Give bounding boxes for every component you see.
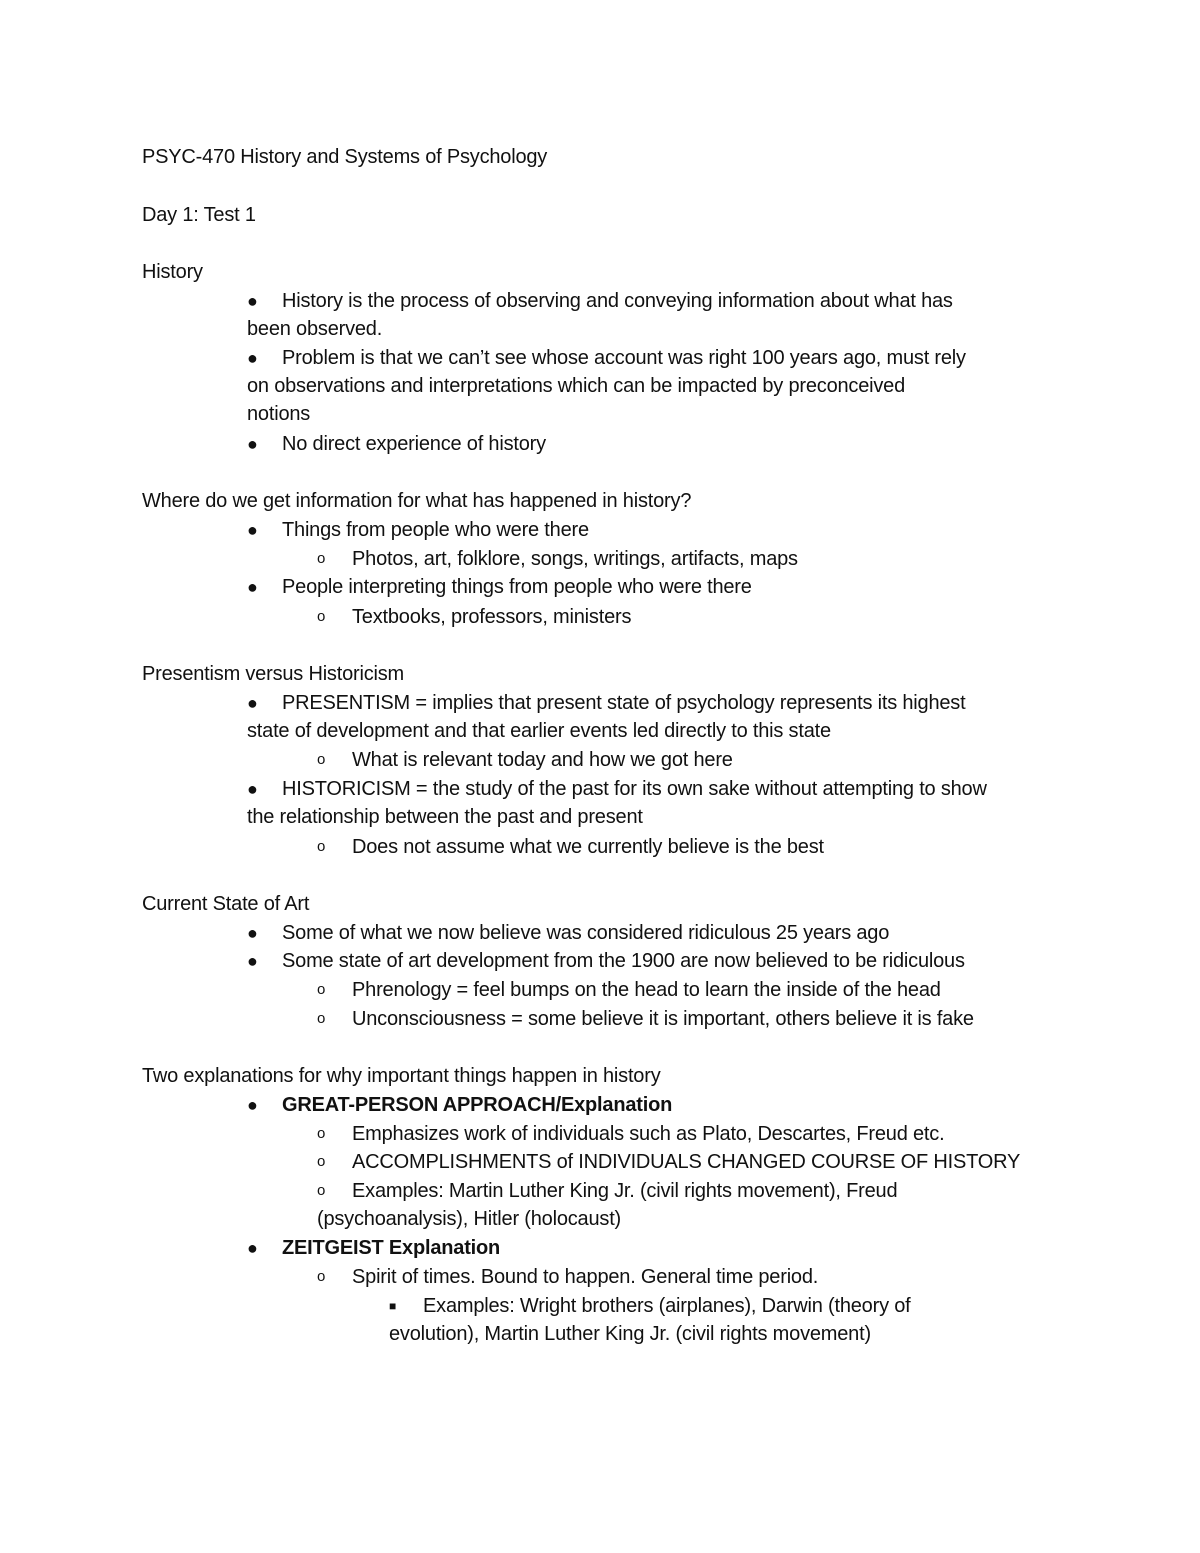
bullet-dot-icon: ● — [247, 923, 258, 943]
section-heading-explanations: Two explanations for why important things happen in history — [142, 1065, 661, 1087]
current-bullet-2-sub-2: Unconsciousness = some believe it is important, others believe it is fake — [352, 1008, 974, 1030]
bullet-dot-icon: ● — [247, 577, 258, 597]
bullet-dot-icon: ● — [247, 951, 258, 971]
section-heading-history: History — [142, 261, 203, 283]
bullet-dot-icon: ● — [247, 348, 258, 368]
presentism-bullet-1-line-1: PRESENTISM = implies that present state of psychology represents its highest — [282, 692, 966, 714]
bullet-circle-icon: o — [317, 1268, 326, 1285]
document-title: PSYC-470 History and Systems of Psychology — [142, 146, 548, 168]
zeitgeist-sub-1-sub-line-2: evolution), Martin Luther King Jr. (civil rights movement) — [389, 1323, 871, 1345]
sources-bullet-1: Things from people who were there — [282, 519, 589, 541]
sources-bullet-2-sub: Textbooks, professors, ministers — [352, 606, 632, 628]
zeitgeist-sub-1-sub-line-1: Examples: Wright brothers (airplanes), Darwin (theory of — [423, 1295, 911, 1317]
bullet-square-icon: ■ — [389, 1299, 397, 1313]
bullet-circle-icon: o — [317, 1182, 326, 1199]
bullet-dot-icon: ● — [247, 434, 258, 454]
great-person-sub-3-line-2: (psychoanalysis), Hitler (holocaust) — [317, 1208, 622, 1230]
bullet-dot-icon: ● — [247, 1238, 258, 1258]
bullet-circle-icon: o — [317, 838, 326, 855]
explanations-bullet-great-person: GREAT-PERSON APPROACH/Explanation — [282, 1094, 673, 1116]
zeitgeist-sub-1: Spirit of times. Bound to happen. General time period. — [352, 1266, 819, 1288]
great-person-sub-2: ACCOMPLISHMENTS of INDIVIDUALS CHANGED COURSE OF HISTORY — [352, 1151, 1021, 1173]
sources-bullet-2: People interpreting things from people who were there — [282, 576, 752, 598]
bullet-circle-icon: o — [317, 981, 326, 998]
great-person-sub-1: Emphasizes work of individuals such as Plato, Descartes, Freud etc. — [352, 1123, 945, 1145]
great-person-sub-3-line-1: Examples: Martin Luther King Jr. (civil rights movement), Freud — [352, 1180, 898, 1202]
section-heading-sources: Where do we get information for what has happened in history? — [142, 490, 692, 512]
bullet-circle-icon: o — [317, 550, 326, 567]
presentism-bullet-2-sub: Does not assume what we currently believe is the best — [352, 836, 824, 858]
history-bullet-2-line-2: on observations and interpretations which can be impacted by preconceived — [247, 375, 906, 397]
section-heading-current-state: Current State of Art — [142, 893, 310, 915]
sources-bullet-1-sub: Photos, art, folklore, songs, writings, artifacts, maps — [352, 548, 798, 570]
presentism-bullet-2-line-1: HISTORICISM = the study of the past for its own sake without attempting to show — [282, 778, 987, 800]
bullet-circle-icon: o — [317, 1153, 326, 1170]
bullet-dot-icon: ● — [247, 779, 258, 799]
presentism-bullet-1-sub: What is relevant today and how we got here — [352, 749, 733, 771]
day-label: Day 1: Test 1 — [142, 204, 256, 226]
bullet-dot-icon: ● — [247, 693, 258, 713]
presentism-bullet-2-line-2: the relationship between the past and present — [247, 806, 643, 828]
bullet-circle-icon: o — [317, 1010, 326, 1027]
bullet-dot-icon: ● — [247, 291, 258, 311]
bullet-circle-icon: o — [317, 1125, 326, 1142]
current-bullet-1: Some of what we now believe was considered ridiculous 25 years ago — [282, 922, 890, 944]
current-bullet-2: Some state of art development from the 1900 are now believed to be ridiculous — [282, 950, 965, 972]
history-bullet-1-line-1: History is the process of observing and conveying information about what has — [282, 290, 953, 312]
presentism-bullet-1-line-2: state of development and that earlier events led directly to this state — [247, 720, 831, 742]
section-heading-presentism: Presentism versus Historicism — [142, 663, 405, 685]
explanations-bullet-zeitgeist: ZEITGEIST Explanation — [282, 1237, 501, 1259]
history-bullet-3: No direct experience of history — [282, 433, 546, 455]
current-bullet-2-sub-1: Phrenology = feel bumps on the head to learn the inside of the head — [352, 979, 941, 1001]
history-bullet-2-line-1: Problem is that we can’t see whose account was right 100 years ago, must rely — [282, 347, 966, 369]
bullet-circle-icon: o — [317, 751, 326, 768]
bullet-dot-icon: ● — [247, 520, 258, 540]
bullet-circle-icon: o — [317, 608, 326, 625]
history-bullet-1-line-2: been observed. — [247, 318, 383, 340]
bullet-dot-icon: ● — [247, 1095, 258, 1115]
history-bullet-2-line-3: notions — [247, 403, 311, 425]
